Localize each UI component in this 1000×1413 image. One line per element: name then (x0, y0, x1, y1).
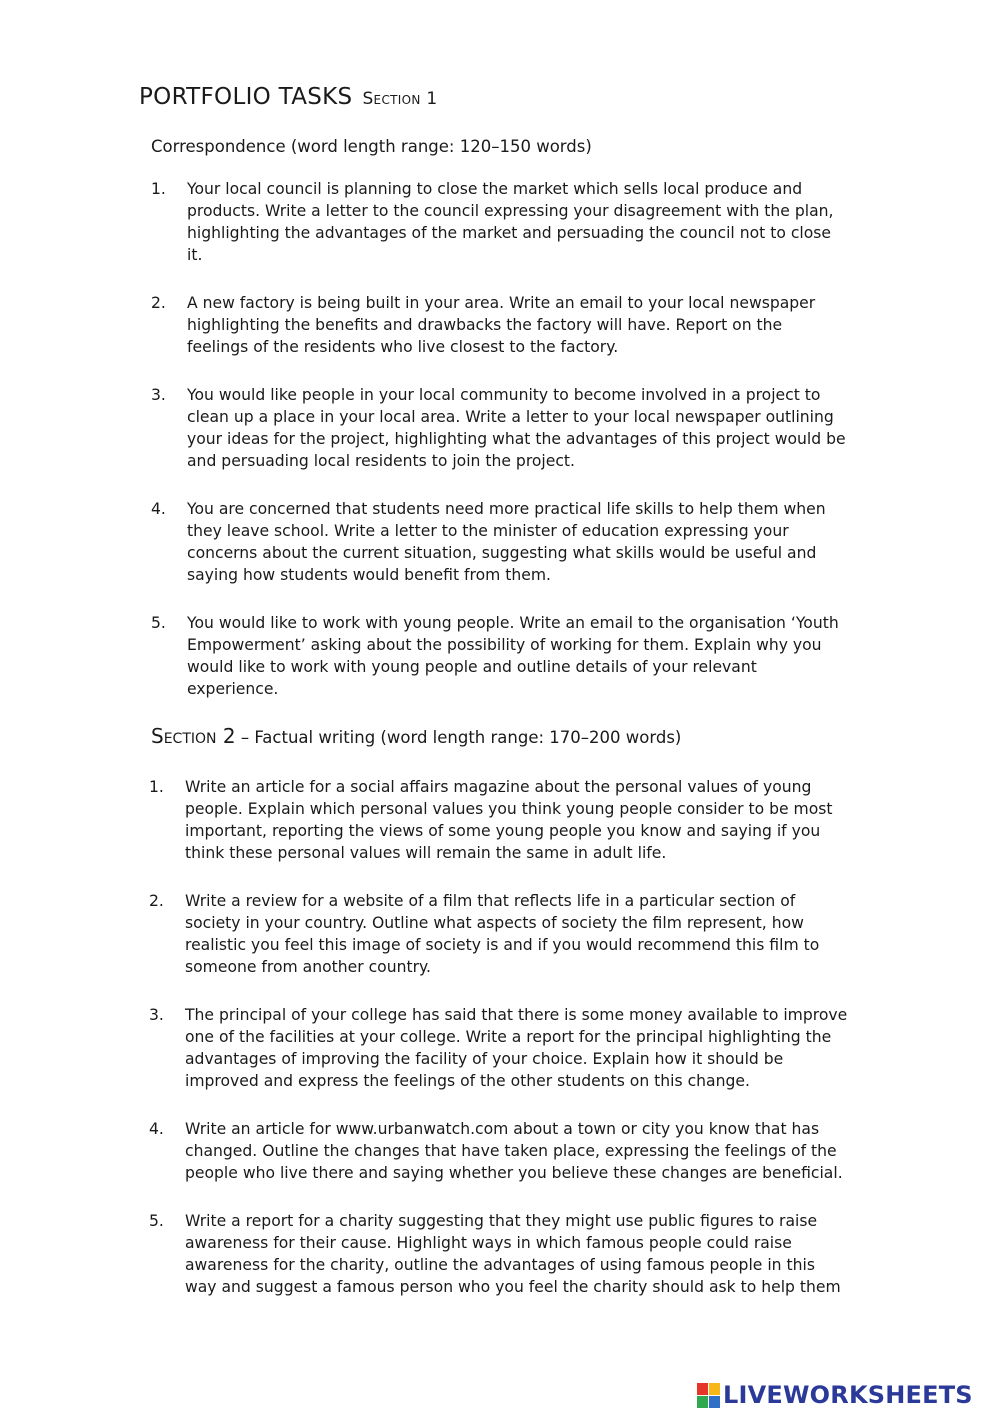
section-1-label: Section 1 (362, 89, 438, 109)
task-number: 3. (149, 1006, 164, 1024)
logo-mark-cell (697, 1383, 708, 1395)
task-text: A new factory is being built in your area. Write an email to your local newspaper highlighting the benefits and drawbacks the factory will have. Report on the feelings of the residents who live closest to the factory. (187, 294, 816, 356)
list-item (151, 612, 847, 700)
list-item (149, 1210, 850, 1298)
task-number: 3. (151, 386, 166, 404)
list-item (149, 1004, 850, 1092)
section-2-title: – Factual writing (word length range: 170–200 words) (235, 728, 682, 747)
task-text: Write an article for a social affairs magazine about the personal values of young people. Explain which personal values you think young people consider to be most important, reporting the views of some young people you know and saying if you think these personal values will remain the same in adult life. (185, 778, 833, 862)
logo-mark-cell (697, 1396, 708, 1408)
logo-mark-cell (709, 1396, 720, 1408)
task-text: You would like to work with young people. Write an email to the organisation ‘Youth Empowerment’ asking about the possibility of working for them. Explain why you would like to work with young people and outline details of your relevant experience. (187, 614, 839, 698)
task-text: Write a report for a charity suggesting that they might use public figures to raise awareness for their cause. Highlight ways in which famous people could raise awareness for the charity, outline the advantages of using famous people in this way and suggest a famous person who you feel the charity should ask to help them (185, 1212, 841, 1296)
list-item (151, 292, 847, 358)
task-text: Your local council is planning to close the market which sells local produce and products. Write a letter to the council expressing your disagreement with the plan, highlighting the advantages of the market and persuading the council not to close it. (187, 180, 834, 264)
task-text: Write a review for a website of a film that reflects life in a particular section of society in your country. Outline what aspects of society the film represent, how realistic you feel this image of society is and if you would recommend this film to someone from another country. (185, 892, 820, 976)
task-number: 5. (151, 614, 166, 632)
task-number: 2. (149, 892, 164, 910)
task-number: 4. (149, 1120, 164, 1138)
list-item (151, 384, 847, 472)
task-number: 1. (149, 778, 164, 796)
list-item (151, 498, 847, 586)
task-text: The principal of your college has said that there is some money available to improve one of the facilities at your college. Write a report for the principal highlighting the advantages of improving the facility of your choice. Explain how it should be improved and express the feelings of the other students on this change. (185, 1006, 848, 1090)
list-item (149, 776, 850, 864)
section-2-task-list (149, 776, 850, 1324)
list-item (149, 890, 850, 978)
section-2-heading (151, 724, 681, 748)
task-number: 4. (151, 500, 166, 518)
list-item (151, 178, 847, 266)
page-title (139, 84, 437, 110)
task-number: 1. (151, 180, 166, 198)
logo-mark-cell (709, 1383, 720, 1395)
liveworksheets-logo[interactable] (697, 1378, 973, 1412)
task-number: 5. (149, 1212, 164, 1230)
page-title-main: PORTFOLIO TASKS (139, 84, 353, 110)
list-item (149, 1118, 850, 1184)
task-number: 2. (151, 294, 166, 312)
liveworksheets-logo-text: LIVEWORKSHEETS (723, 1381, 973, 1409)
section-1-heading: Correspondence (word length range: 120–150 words) (151, 137, 592, 156)
liveworksheets-logo-icon (697, 1383, 720, 1408)
section-1-task-list (151, 178, 847, 726)
task-text: You would like people in your local community to become involved in a project to clean up a place in your local area. Write a letter to your local newspaper outlining your ideas for the project, highlighting what the advantages of this project would be and persuading local residents to join the project. (187, 386, 846, 470)
task-text: You are concerned that students need more practical life skills to help them when they leave school. Write a letter to the minister of education expressing your concerns about the current situation, suggesting what skills would be useful and saying how students would benefit from them. (187, 500, 826, 584)
section-2-label: Section 2 (151, 724, 236, 748)
task-text: Write an article for www.urbanwatch.com about a town or city you know that has changed. Outline the changes that have taken place, expressing the feelings of the people who live there and saying whether you believe these changes are beneficial. (185, 1120, 843, 1182)
